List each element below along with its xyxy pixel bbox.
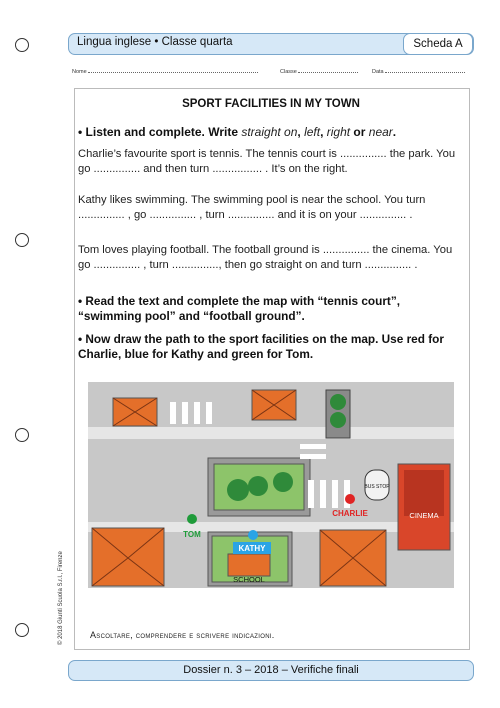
school-block <box>208 532 292 586</box>
header-bar <box>68 33 474 55</box>
building-bottom-left <box>92 528 164 586</box>
building-top-middle <box>252 390 296 420</box>
sheet-tag: Scheda A <box>403 33 473 55</box>
page-title: SPORT FACILITIES IN MY TOWN <box>182 98 360 110</box>
charlie-label: CHARLIE <box>332 509 368 518</box>
binder-hole <box>15 623 29 637</box>
cinema-label: CINEMA <box>409 511 439 520</box>
kathy-label: KATHY <box>238 544 266 553</box>
task-2-instruction: • Read the text and complete the map with “tennis court”, “swimming pool” and “football ground”. <box>78 294 401 323</box>
paragraph-charlie: Charlie’s favourite sport is tennis. The tennis court is ............... the park. You go ............... and then turn ................ . It’s on the right. <box>78 148 456 175</box>
binder-hole <box>15 38 29 52</box>
tom-marker <box>187 514 197 524</box>
building-top-left <box>113 398 157 426</box>
paragraph-kathy: Kathy likes swimming. The swimming pool is near the school. You turn ............... , go ............... , turn ............... and it is on your ............... . <box>78 194 426 221</box>
skill-caption: Ascoltare, comprendere e scrivere indicazioni. <box>90 630 275 640</box>
paragraph-tom: Tom loves playing football. The football ground is ............... the cinema. You go ............... , turn ..............., then go straight on and turn ............... . <box>78 244 453 271</box>
sidewalk <box>88 427 454 439</box>
bus-stop-label: BUS STOP <box>364 484 390 490</box>
town-map <box>88 382 454 588</box>
task-3-instruction: • Now draw the path to the sport facilities on the map. Use red for Charlie, blue for Kathy and green for Tom. <box>78 332 444 361</box>
name-label: Nome <box>72 69 87 75</box>
school-label: SCHOOL <box>233 575 265 584</box>
binder-hole <box>15 233 29 247</box>
class-field[interactable] <box>280 68 358 75</box>
charlie-marker <box>345 494 355 504</box>
name-field[interactable] <box>72 68 258 75</box>
date-field[interactable] <box>372 68 465 75</box>
building-bottom-right <box>320 530 386 586</box>
park-block <box>208 458 310 516</box>
date-label: Data <box>372 69 384 75</box>
cinema-building <box>398 464 450 550</box>
class-label: Classe <box>280 69 297 75</box>
bus-stop <box>364 470 390 500</box>
tom-label: TOM <box>183 530 201 539</box>
kathy-marker <box>248 530 258 540</box>
task-1-instruction: • Listen and complete. Write straight on, left, right or near. <box>78 125 397 139</box>
binder-hole <box>15 428 29 442</box>
tree-planter-top <box>326 390 350 438</box>
side-credit: © 2018 Giunti Scuola S.r.l., Firenze <box>58 551 64 645</box>
footer-bar: Dossier n. 3 – 2018 – Verifiche finali <box>68 660 474 681</box>
header-title: Lingua inglese • Classe quarta <box>77 36 233 48</box>
